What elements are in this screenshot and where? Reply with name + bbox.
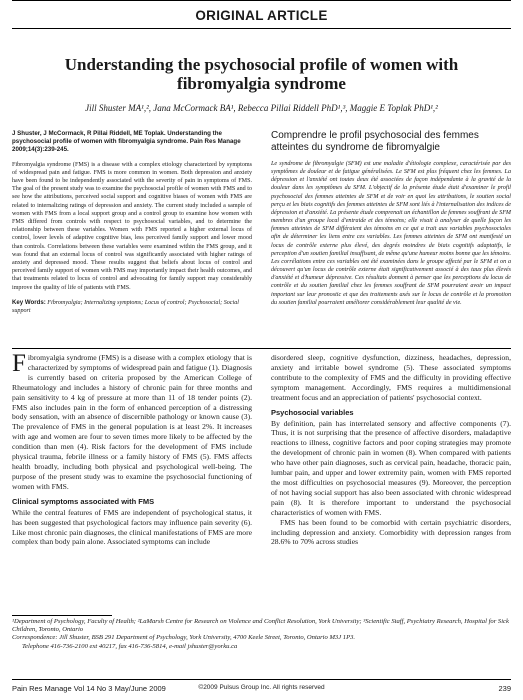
drop-cap: F [12,350,26,377]
subheading-psychosocial-variables: Psychosocial variables [271,407,354,417]
citation: J Shuster, J McCormack, R Pillai Riddell, ME Toplak. Understanding the psychosocial profile of women with fibromyalgia syndrome. Pain Res Manage 2009;14(3):239-245. [12,130,241,154]
section-rule [12,28,511,29]
keywords-list: Fibromyalgia; Internalizing symptoms; Locus of control; Psychosocial; Social support [12,299,239,315]
intro-text: ibromyalgia syndrome (FMS) is a disease with a complex etiology that is characterized by symptoms of widespread pain and fatigue (1). Diagnosis is currently based on criteria proposed by the American College of Rheumatology and includes a history of chronic pain for three months and pain sensitivity to 4 kg of pressure at more than 11 of 18 tender points (2). FMS also includes pain in the form of enhanced perception of a distressing body sensation, with an absence of discernible pathology or known cause (3). The prevalence of FMS in the general population is at least 2%. It increases with age and women are four to seven times more likely to be affected by the condition than men (4). Risk factors for the development of FMS include physical trauma, febrile illness or a family history of FMS (5). FMS affects health broadly, including both physical and psychological well-being. The purpose of the present study was to examine the psychosocial functioning of women with FMS. [12,353,252,491]
comorbidity-paragraph: FMS has been found to be comorbid with certain psychiatric disorders, including depression and anxiety. Comorbidity with depression ranges from 28.6% to 70% across studies [271,517,511,547]
abstract-divider [12,348,511,349]
abstract-text-en: Fibromyalgia syndrome (FMS) is a disease with a complex etiology characterized by symptoms of widespread pain and fatigue. FMS is more common in women. Both depression and anxiety have been found to be independently associated with the severity of pain in symptoms of FMS. The goal of the present study was to examine the psychosocial profile of women with FMS and to see how the attributions, perceived social support and cognitive biases of women with FMS are related to internalizing ratings of depression and anxiety. The current study included a sample of women with FMS from a local support group and a control group to examine how women with FMS differed from controls with respect to psychosocial variables, and to determine the relationship between these variables. Women with FMS reported a higher external locus of control, lower levels of adaptive cognitive bias, less perceived family support and lower mood than controls. Correlations between these variables were examined within the FMS group, and it was found that an external locus of control was significantly associated with higher ratings of anxiety and depressed mood. These results suggest that beliefs about locus of control and perceived family support of women with FMS may importantly impact their health outcomes, and that treatments related to locus of control and advocating for family support may considerably improve the quality of life of patients with FMS. [12,161,252,291]
footer-rule [12,679,511,680]
footnote-rule [12,615,112,616]
top-rule [12,0,511,1]
subheading-clinical-symptoms: Clinical symptoms associated with FMS [12,496,155,506]
french-abstract [271,130,511,307]
copyright: ©2009 Pulsus Group Inc. All rights reserved [198,684,325,691]
contact-info: Telephone 416-736-2100 ext 40217, fax 416-736-5814, e-mail jshuster@yorku.ca [22,642,238,650]
keywords [12,299,252,315]
section-label: ORIGINAL ARTICLE [195,8,328,23]
symptoms-continued-paragraph: disordered sleep, cognitive dysfunction, dizziness, headaches, depression, anxiety and irritable bowel syndrome (5). These associated symptoms contribute to the complexity of FMS and the difficulty in providing effective symptom management. Accordingly, FMS requires a multidimensional treatment focus and an appreciation of patients' psychosocial context. [271,353,511,402]
journal-info: Pain Res Manage Vol 14 No 3 May/June 2009 [12,684,166,693]
correspondence: Correspondence: Jill Shuster, BSB 291 Department of Psychology, York University, 4700 Keele Street, Toronto, Ontario M3J 1P3. [12,634,356,642]
footnotes [12,618,511,651]
french-abstract-title: Comprendre le profil psychosocial des femmes atteintes du syndrome de fibromyalgie [271,130,479,153]
psychosocial-paragraph: By definition, pain has interrelated sensory and affective components (7). Thus, it is not surprising that the presence of affective disorders, maladaptive reactions to illness, cognitive factors and poor coping strategies may promote the development of chronic pain in women (8). When compared with patients who have other pain diagnoses, such as cervical pain, headache, thoracic pain, lumbar pain, and upper and lower extremity pain, women with FMS reported the most difficulties on psychosocial measures (9). Moreover, the perception of not having social support has also been associated with chronic widespread pain (8). It is therefore important to understand the psychosocial characteristics of women with FMS. [271,418,511,517]
article-title: Understanding the psychosocial profile of women with fibromyalgia syndrome [64,55,459,93]
clinical-symptoms-paragraph: While the central features of FMS are independent of psychological status, it has been suggested that psychological factors may influence pain severity (6). Like most chronic pain diagnoses, the clinical manifestations of FMS are more complex than body pain alone. Associated symptoms can include [12,507,252,547]
body-column-right [271,353,511,547]
author-list: Jill Shuster MA¹,², Jana McCormack BA¹, Rebecca Pillai Riddell PhD¹,³, Maggie E Toplak PhD¹,² [85,103,438,113]
page-number: 239 [498,684,511,693]
english-abstract [12,130,252,315]
body-column-left [12,350,252,547]
keywords-label: Key Words: [12,298,46,306]
intro-paragraph [12,350,252,492]
affiliations: ¹Department of Psychology, Faculty of Health; ²LaMarsh Centre for Research on Violence and Conflict Resolution, York University; ³Scientific Staff, Psychiatry Research, Hospital for Sick Children, Toronto, Ontario [12,618,509,634]
abstract-text-fr: Le syndrome de fibromyalgie (SFM) est une maladie d'étiologie complexe, caractérisée par des symptômes de douleur et de fatigue généralisées. Le SFM est plus fréquent chez les femmes. La dépression et l'anxiété ont toutes deux été associées de façon indépendante à la gravité de la douleur dans les symptômes du SFM. L'objectif de la présente étude était d'examiner le profil psychosocial des femmes atteintes de SFM et de voir en quoi les attributions, le soutien social perçu et les biais cognitifs des femmes atteintes de SFM sont liés à l'internalisation des indices de dépression et d'anxiété. La présente étude comprenait un échantillon de femmes souffrant de SFM membres d'un groupe local d'entraide et des témoins; elle visait à analyser de quelle façon les femmes atteintes de SFM différaient des témoins en ce qui a trait aux variables psychosociales afin de déterminer les liens entre ces variables. Les femmes atteintes de SFM ont manifesté un locus de contrôle externe plus élevé, des degrés moindres de biais cognitifs adaptatifs, le perception d'un soutien familial insuffisant, de même qu'une humeur moins bonne que les témoins. Les corrélations entre ces variables ont été examinées dans le groupe affecté par le SFM et on a découvert qu'un locus de contrôle externe était significativement associé à des taux plus élevés d'anxiété et d'humeur dépressive. Ces résultats donnent à penser que les perceptions du locus de contrôle et du soutien familial chez les femmes souffrant de SFM pourraient avoir un impact important sur leur pronostic et que des traitements axés sur le locus de contrôle et la promotion du soutien familial pourraient améliorer considérablement leur qualité de vie. [271,161,511,306]
